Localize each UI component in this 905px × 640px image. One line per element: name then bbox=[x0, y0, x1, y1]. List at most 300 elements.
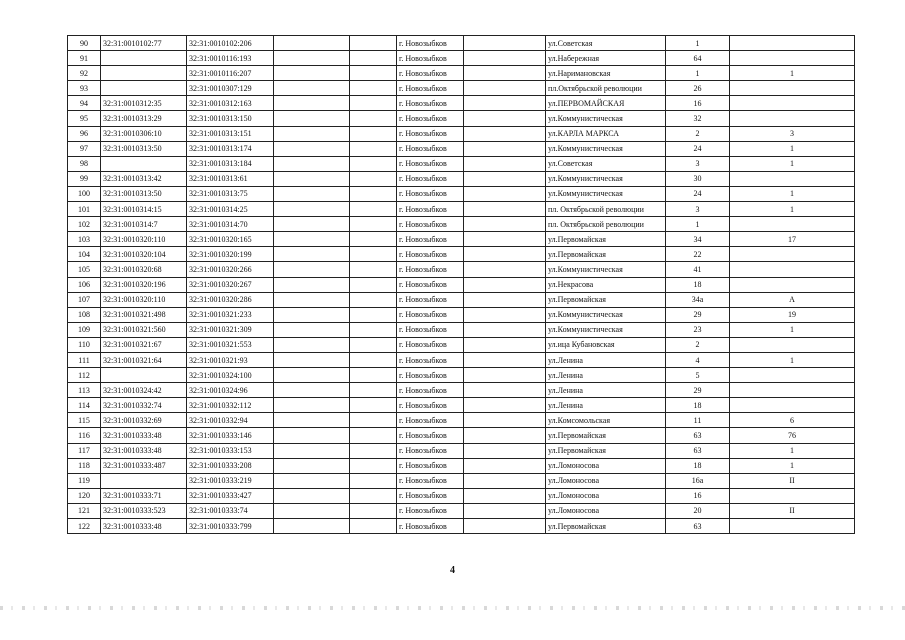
unit-cell: II bbox=[730, 503, 855, 518]
cadastral-room-cell: 32:31:0010321:233 bbox=[187, 307, 274, 322]
cadastral-room-cell: 32:31:0010333:427 bbox=[187, 488, 274, 503]
cadastral-room-cell: 32:31:0010321:93 bbox=[187, 352, 274, 367]
house-number-cell: 64 bbox=[666, 51, 730, 66]
cadastral-number-cell: 32:31:0010320:104 bbox=[101, 247, 187, 262]
row-number-cell: 98 bbox=[68, 156, 101, 171]
empty-cell bbox=[274, 292, 350, 307]
empty-cell bbox=[350, 307, 397, 322]
cadastral-room-cell: 32:31:0010314:70 bbox=[187, 217, 274, 232]
empty-cell bbox=[350, 458, 397, 473]
cadastral-room-cell: 32:31:0010333:153 bbox=[187, 443, 274, 458]
house-number-cell: 34а bbox=[666, 292, 730, 307]
city-cell: г. Новозыбков bbox=[397, 156, 464, 171]
cadastral-number-cell: 32:31:0010332:69 bbox=[101, 413, 187, 428]
table-row bbox=[68, 81, 855, 96]
cadastral-room-cell: 32:31:0010321:553 bbox=[187, 337, 274, 352]
empty-cell bbox=[350, 247, 397, 262]
street-cell: ул.Коммунистическая bbox=[546, 141, 666, 156]
unit-cell: 1 bbox=[730, 186, 855, 201]
row-number-cell: 122 bbox=[68, 519, 101, 534]
city-cell: г. Новозыбков bbox=[397, 202, 464, 217]
unit-cell bbox=[730, 171, 855, 186]
empty-cell bbox=[350, 503, 397, 518]
cadastral-number-cell: 32:31:0010312:35 bbox=[101, 96, 187, 111]
street-cell: ул.Коммунистическая bbox=[546, 262, 666, 277]
street-cell: ул.Ленина bbox=[546, 398, 666, 413]
empty-cell bbox=[274, 111, 350, 126]
cadastral-room-cell: 32:31:0010313:61 bbox=[187, 171, 274, 186]
house-number-cell: 16 bbox=[666, 488, 730, 503]
unit-cell: 19 bbox=[730, 307, 855, 322]
empty-cell bbox=[274, 473, 350, 488]
street-cell: ул.Первомайская bbox=[546, 292, 666, 307]
unit-cell bbox=[730, 81, 855, 96]
row-number-cell: 109 bbox=[68, 322, 101, 337]
row-number-cell: 118 bbox=[68, 458, 101, 473]
row-number-cell: 107 bbox=[68, 292, 101, 307]
house-number-cell: 41 bbox=[666, 262, 730, 277]
row-number-cell: 95 bbox=[68, 111, 101, 126]
empty-cell bbox=[464, 398, 546, 413]
cadastral-room-cell: 32:31:0010314:25 bbox=[187, 202, 274, 217]
cadastral-room-cell: 32:31:0010116:207 bbox=[187, 66, 274, 81]
table-row bbox=[68, 202, 855, 217]
empty-cell bbox=[464, 156, 546, 171]
cadastral-number-cell: 32:31:0010313:50 bbox=[101, 141, 187, 156]
empty-cell bbox=[274, 398, 350, 413]
table-row bbox=[68, 36, 855, 51]
empty-cell bbox=[350, 368, 397, 383]
unit-cell bbox=[730, 488, 855, 503]
street-cell: ул.Советская bbox=[546, 36, 666, 51]
house-number-cell: 22 bbox=[666, 247, 730, 262]
table-row bbox=[68, 66, 855, 81]
street-cell: ул.Ломоносова bbox=[546, 458, 666, 473]
cadastral-number-cell: 32:31:0010306:10 bbox=[101, 126, 187, 141]
empty-cell bbox=[350, 262, 397, 277]
empty-cell bbox=[464, 111, 546, 126]
street-cell: пл.Октябрьской революции bbox=[546, 81, 666, 96]
table-row bbox=[68, 232, 855, 247]
empty-cell bbox=[350, 96, 397, 111]
row-number-cell: 93 bbox=[68, 81, 101, 96]
empty-cell bbox=[464, 217, 546, 232]
row-number-cell: 110 bbox=[68, 337, 101, 352]
unit-cell bbox=[730, 262, 855, 277]
city-cell: г. Новозыбков bbox=[397, 519, 464, 534]
city-cell: г. Новозыбков bbox=[397, 428, 464, 443]
empty-cell bbox=[350, 111, 397, 126]
empty-cell bbox=[464, 262, 546, 277]
unit-cell: 6 bbox=[730, 413, 855, 428]
street-cell: ул.Первомайская bbox=[546, 443, 666, 458]
empty-cell bbox=[274, 156, 350, 171]
city-cell: г. Новозыбков bbox=[397, 262, 464, 277]
empty-cell bbox=[464, 141, 546, 156]
street-cell: ул.Некрасова bbox=[546, 277, 666, 292]
cadastral-room-cell: 32:31:0010332:112 bbox=[187, 398, 274, 413]
unit-cell bbox=[730, 36, 855, 51]
table-row bbox=[68, 383, 855, 398]
city-cell: г. Новозыбков bbox=[397, 51, 464, 66]
empty-cell bbox=[350, 352, 397, 367]
empty-cell bbox=[274, 141, 350, 156]
cadastral-room-cell: 32:31:0010333:208 bbox=[187, 458, 274, 473]
cadastral-room-cell: 32:31:0010313:184 bbox=[187, 156, 274, 171]
street-cell: ул.Коммунистическая bbox=[546, 171, 666, 186]
table-row bbox=[68, 428, 855, 443]
unit-cell bbox=[730, 383, 855, 398]
empty-cell bbox=[274, 66, 350, 81]
empty-cell bbox=[464, 503, 546, 518]
table-row bbox=[68, 156, 855, 171]
cadastral-room-cell: 32:31:0010324:96 bbox=[187, 383, 274, 398]
city-cell: г. Новозыбков bbox=[397, 413, 464, 428]
house-number-cell: 26 bbox=[666, 81, 730, 96]
property-table bbox=[67, 35, 855, 534]
cadastral-number-cell: 32:31:0010313:50 bbox=[101, 186, 187, 201]
unit-cell bbox=[730, 51, 855, 66]
table-row bbox=[68, 126, 855, 141]
empty-cell bbox=[464, 81, 546, 96]
street-cell: ул.Коммунистическая bbox=[546, 322, 666, 337]
row-number-cell: 115 bbox=[68, 413, 101, 428]
row-number-cell: 96 bbox=[68, 126, 101, 141]
empty-cell bbox=[464, 307, 546, 322]
empty-cell bbox=[350, 337, 397, 352]
row-number-cell: 114 bbox=[68, 398, 101, 413]
house-number-cell: 23 bbox=[666, 322, 730, 337]
unit-cell: 1 bbox=[730, 141, 855, 156]
empty-cell bbox=[350, 488, 397, 503]
empty-cell bbox=[350, 473, 397, 488]
table-row bbox=[68, 171, 855, 186]
house-number-cell: 63 bbox=[666, 443, 730, 458]
row-number-cell: 104 bbox=[68, 247, 101, 262]
table-row bbox=[68, 337, 855, 352]
cadastral-room-cell: 32:31:0010313:174 bbox=[187, 141, 274, 156]
table-row bbox=[68, 488, 855, 503]
empty-cell bbox=[350, 66, 397, 81]
cadastral-room-cell: 32:31:0010321:309 bbox=[187, 322, 274, 337]
empty-cell bbox=[274, 383, 350, 398]
house-number-cell: 18 bbox=[666, 458, 730, 473]
street-cell: ул.КАРЛА МАРКСА bbox=[546, 126, 666, 141]
cadastral-room-cell: 32:31:0010324:100 bbox=[187, 368, 274, 383]
cadastral-number-cell: 32:31:0010320:68 bbox=[101, 262, 187, 277]
street-cell: ул.Ленина bbox=[546, 383, 666, 398]
empty-cell bbox=[464, 232, 546, 247]
empty-cell bbox=[350, 202, 397, 217]
empty-cell bbox=[350, 443, 397, 458]
empty-cell bbox=[464, 413, 546, 428]
cadastral-room-cell: 32:31:0010320:266 bbox=[187, 262, 274, 277]
cadastral-number-cell: 32:31:0010321:498 bbox=[101, 307, 187, 322]
table-row bbox=[68, 413, 855, 428]
empty-cell bbox=[464, 473, 546, 488]
street-cell: ул.ица Кубановская bbox=[546, 337, 666, 352]
empty-cell bbox=[274, 368, 350, 383]
empty-cell bbox=[350, 217, 397, 232]
street-cell: ул.Первомайская bbox=[546, 428, 666, 443]
cadastral-number-cell: 32:31:0010333:48 bbox=[101, 519, 187, 534]
empty-cell bbox=[274, 232, 350, 247]
house-number-cell: 32 bbox=[666, 111, 730, 126]
empty-cell bbox=[274, 36, 350, 51]
house-number-cell: 29 bbox=[666, 307, 730, 322]
house-number-cell: 16 bbox=[666, 96, 730, 111]
cadastral-number-cell: 32:31:0010333:71 bbox=[101, 488, 187, 503]
empty-cell bbox=[464, 277, 546, 292]
cadastral-room-cell: 32:31:0010307:129 bbox=[187, 81, 274, 96]
cadastral-room-cell: 32:31:0010116:193 bbox=[187, 51, 274, 66]
row-number-cell: 101 bbox=[68, 202, 101, 217]
unit-cell: 1 bbox=[730, 443, 855, 458]
unit-cell: 76 bbox=[730, 428, 855, 443]
house-number-cell: 1 bbox=[666, 66, 730, 81]
unit-cell: 1 bbox=[730, 66, 855, 81]
row-number-cell: 111 bbox=[68, 352, 101, 367]
empty-cell bbox=[464, 488, 546, 503]
house-number-cell: 30 bbox=[666, 171, 730, 186]
empty-cell bbox=[274, 503, 350, 518]
row-number-cell: 99 bbox=[68, 171, 101, 186]
city-cell: г. Новозыбков bbox=[397, 473, 464, 488]
empty-cell bbox=[464, 247, 546, 262]
empty-cell bbox=[274, 443, 350, 458]
cadastral-room-cell: 32:31:0010320:199 bbox=[187, 247, 274, 262]
cadastral-number-cell bbox=[101, 81, 187, 96]
empty-cell bbox=[274, 337, 350, 352]
cadastral-room-cell: 32:31:0010313:75 bbox=[187, 186, 274, 201]
row-number-cell: 94 bbox=[68, 96, 101, 111]
house-number-cell: 24 bbox=[666, 186, 730, 201]
street-cell: ул.Наримановская bbox=[546, 66, 666, 81]
unit-cell: А bbox=[730, 292, 855, 307]
house-number-cell: 16а bbox=[666, 473, 730, 488]
empty-cell bbox=[350, 292, 397, 307]
empty-cell bbox=[350, 126, 397, 141]
table-row bbox=[68, 503, 855, 518]
table-row bbox=[68, 368, 855, 383]
row-number-cell: 108 bbox=[68, 307, 101, 322]
cadastral-room-cell: 32:31:0010313:150 bbox=[187, 111, 274, 126]
cadastral-number-cell: 32:31:0010321:560 bbox=[101, 322, 187, 337]
empty-cell bbox=[274, 186, 350, 201]
street-cell: ул.Ленина bbox=[546, 368, 666, 383]
unit-cell bbox=[730, 277, 855, 292]
street-cell: ул.Коммунистическая bbox=[546, 111, 666, 126]
unit-cell: 1 bbox=[730, 458, 855, 473]
empty-cell bbox=[274, 277, 350, 292]
empty-cell bbox=[350, 232, 397, 247]
empty-cell bbox=[464, 337, 546, 352]
street-cell: ул.Коммунистическая bbox=[546, 186, 666, 201]
cadastral-number-cell: 32:31:0010320:196 bbox=[101, 277, 187, 292]
cadastral-number-cell: 32:31:0010333:48 bbox=[101, 443, 187, 458]
empty-cell bbox=[350, 428, 397, 443]
city-cell: г. Новозыбков bbox=[397, 247, 464, 262]
cadastral-room-cell: 32:31:0010333:219 bbox=[187, 473, 274, 488]
empty-cell bbox=[464, 186, 546, 201]
empty-cell bbox=[350, 81, 397, 96]
unit-cell: 1 bbox=[730, 202, 855, 217]
row-number-cell: 112 bbox=[68, 368, 101, 383]
house-number-cell: 24 bbox=[666, 141, 730, 156]
cadastral-number-cell: 32:31:0010320:110 bbox=[101, 292, 187, 307]
empty-cell bbox=[464, 458, 546, 473]
scan-artifact-line bbox=[0, 606, 905, 610]
street-cell: ул.ПЕРВОМАЙСКАЯ bbox=[546, 96, 666, 111]
empty-cell bbox=[350, 36, 397, 51]
empty-cell bbox=[464, 383, 546, 398]
empty-cell bbox=[464, 428, 546, 443]
city-cell: г. Новозыбков bbox=[397, 503, 464, 518]
city-cell: г. Новозыбков bbox=[397, 126, 464, 141]
empty-cell bbox=[274, 262, 350, 277]
unit-cell bbox=[730, 398, 855, 413]
empty-cell bbox=[350, 51, 397, 66]
unit-cell: II bbox=[730, 473, 855, 488]
street-cell: пл. Октябрьской революции bbox=[546, 217, 666, 232]
empty-cell bbox=[464, 443, 546, 458]
street-cell: ул.Комсомольская bbox=[546, 413, 666, 428]
empty-cell bbox=[464, 322, 546, 337]
page-number: 4 bbox=[450, 565, 455, 576]
house-number-cell: 29 bbox=[666, 383, 730, 398]
cadastral-room-cell: 32:31:0010333:799 bbox=[187, 519, 274, 534]
empty-cell bbox=[464, 352, 546, 367]
empty-cell bbox=[350, 383, 397, 398]
street-cell: ул.Набережная bbox=[546, 51, 666, 66]
cadastral-number-cell: 32:31:0010333:48 bbox=[101, 428, 187, 443]
city-cell: г. Новозыбков bbox=[397, 217, 464, 232]
empty-cell bbox=[350, 277, 397, 292]
city-cell: г. Новозыбков bbox=[397, 458, 464, 473]
table-row bbox=[68, 473, 855, 488]
city-cell: г. Новозыбков bbox=[397, 292, 464, 307]
table-row bbox=[68, 217, 855, 232]
row-number-cell: 92 bbox=[68, 66, 101, 81]
row-number-cell: 90 bbox=[68, 36, 101, 51]
unit-cell: 17 bbox=[730, 232, 855, 247]
empty-cell bbox=[274, 171, 350, 186]
table-row bbox=[68, 247, 855, 262]
house-number-cell: 3 bbox=[666, 202, 730, 217]
city-cell: г. Новозыбков bbox=[397, 488, 464, 503]
table-row bbox=[68, 51, 855, 66]
empty-cell bbox=[274, 96, 350, 111]
unit-cell bbox=[730, 217, 855, 232]
house-number-cell: 2 bbox=[666, 337, 730, 352]
cadastral-number-cell: 32:31:0010313:42 bbox=[101, 171, 187, 186]
unit-cell: 1 bbox=[730, 322, 855, 337]
city-cell: г. Новозыбков bbox=[397, 383, 464, 398]
empty-cell bbox=[464, 66, 546, 81]
city-cell: г. Новозыбков bbox=[397, 171, 464, 186]
row-number-cell: 105 bbox=[68, 262, 101, 277]
house-number-cell: 5 bbox=[666, 368, 730, 383]
row-number-cell: 91 bbox=[68, 51, 101, 66]
empty-cell bbox=[350, 171, 397, 186]
street-cell: пл. Октябрьской революции bbox=[546, 202, 666, 217]
street-cell: ул.Первомайская bbox=[546, 519, 666, 534]
city-cell: г. Новозыбков bbox=[397, 352, 464, 367]
empty-cell bbox=[274, 81, 350, 96]
cadastral-number-cell bbox=[101, 156, 187, 171]
row-number-cell: 121 bbox=[68, 503, 101, 518]
city-cell: г. Новозыбков bbox=[397, 186, 464, 201]
empty-cell bbox=[274, 428, 350, 443]
table-row bbox=[68, 398, 855, 413]
city-cell: г. Новозыбков bbox=[397, 141, 464, 156]
cadastral-number-cell: 32:31:0010321:67 bbox=[101, 337, 187, 352]
street-cell: ул.Ломоносова bbox=[546, 488, 666, 503]
empty-cell bbox=[274, 519, 350, 534]
cadastral-number-cell: 32:31:0010314:15 bbox=[101, 202, 187, 217]
unit-cell: 1 bbox=[730, 156, 855, 171]
cadastral-room-cell: 32:31:0010320:165 bbox=[187, 232, 274, 247]
unit-cell bbox=[730, 111, 855, 126]
table-row bbox=[68, 96, 855, 111]
table-row bbox=[68, 262, 855, 277]
cadastral-number-cell: 32:31:0010324:42 bbox=[101, 383, 187, 398]
empty-cell bbox=[274, 202, 350, 217]
table-row bbox=[68, 277, 855, 292]
cadastral-number-cell: 32:31:0010320:110 bbox=[101, 232, 187, 247]
row-number-cell: 106 bbox=[68, 277, 101, 292]
street-cell: ул.Советская bbox=[546, 156, 666, 171]
cadastral-room-cell: 32:31:0010332:94 bbox=[187, 413, 274, 428]
row-number-cell: 97 bbox=[68, 141, 101, 156]
row-number-cell: 102 bbox=[68, 217, 101, 232]
table-row bbox=[68, 307, 855, 322]
street-cell: ул.Первомайская bbox=[546, 232, 666, 247]
house-number-cell: 63 bbox=[666, 519, 730, 534]
empty-cell bbox=[464, 36, 546, 51]
empty-cell bbox=[274, 413, 350, 428]
empty-cell bbox=[350, 156, 397, 171]
empty-cell bbox=[274, 51, 350, 66]
empty-cell bbox=[274, 217, 350, 232]
table-row bbox=[68, 322, 855, 337]
house-number-cell: 20 bbox=[666, 503, 730, 518]
city-cell: г. Новозыбков bbox=[397, 66, 464, 81]
row-number-cell: 119 bbox=[68, 473, 101, 488]
house-number-cell: 1 bbox=[666, 217, 730, 232]
table-row bbox=[68, 443, 855, 458]
table-row bbox=[68, 141, 855, 156]
cadastral-number-cell: 32:31:0010321:64 bbox=[101, 352, 187, 367]
house-number-cell: 1 bbox=[666, 36, 730, 51]
unit-cell bbox=[730, 519, 855, 534]
table-row bbox=[68, 458, 855, 473]
cadastral-room-cell: 32:31:0010313:151 bbox=[187, 126, 274, 141]
house-number-cell: 3 bbox=[666, 156, 730, 171]
city-cell: г. Новозыбков bbox=[397, 398, 464, 413]
house-number-cell: 18 bbox=[666, 277, 730, 292]
cadastral-number-cell bbox=[101, 66, 187, 81]
city-cell: г. Новозыбков bbox=[397, 368, 464, 383]
house-number-cell: 63 bbox=[666, 428, 730, 443]
empty-cell bbox=[464, 51, 546, 66]
empty-cell bbox=[274, 247, 350, 262]
city-cell: г. Новозыбков bbox=[397, 307, 464, 322]
street-cell: ул.Коммунистическая bbox=[546, 307, 666, 322]
house-number-cell: 18 bbox=[666, 398, 730, 413]
street-cell: ул.Ломоносова bbox=[546, 473, 666, 488]
empty-cell bbox=[274, 488, 350, 503]
